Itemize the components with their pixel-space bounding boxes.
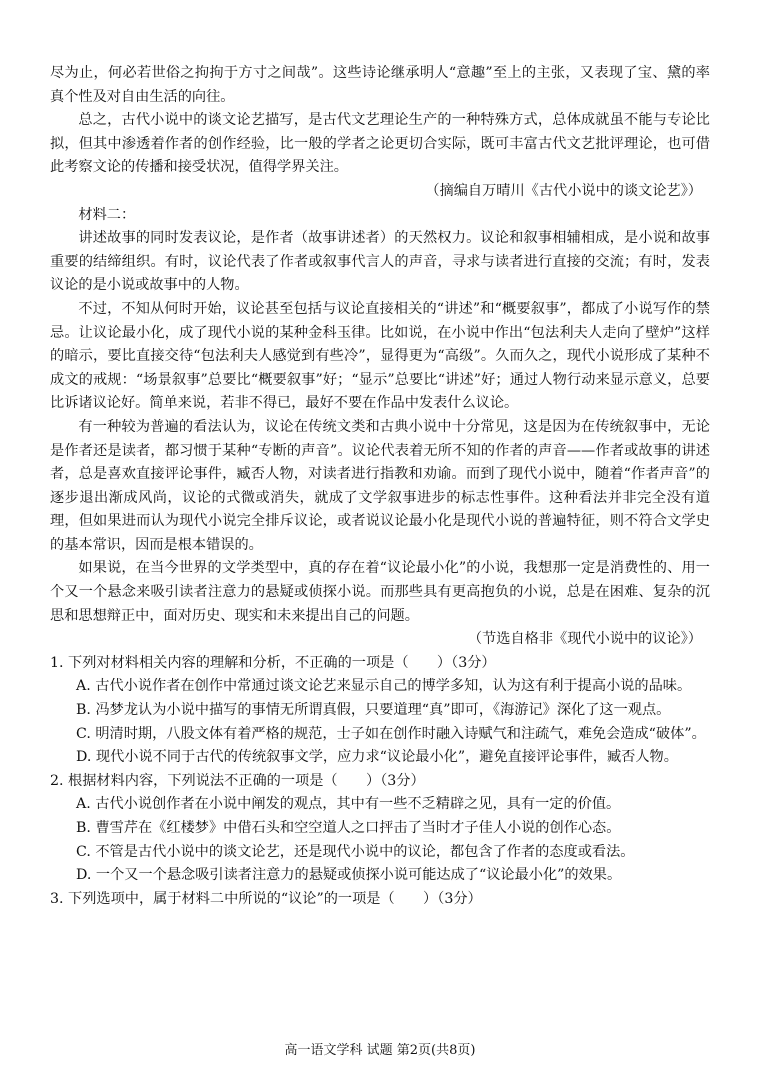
material-2-label: 材料二： [78, 206, 136, 223]
source-citation-2: （节选自格非《现代小说中的议论》） [467, 631, 702, 648]
option-b: B. 曹雪芹在《红楼梦》中借石头和空空道人之口抨击了当时才子佳人小说的创作心态。 [76, 820, 621, 836]
question-stem: 2. 根据材料内容，下列说法不正确的一项是（ ）（3分） [50, 772, 425, 789]
option-c: C. 明清时期，八股文体有着严格的规范，士子如在创作时融入诗赋气和注疏气，难免会造成“破体”。 [76, 725, 706, 742]
material-2-paragraph-1: 讲述故事的同时发表议论，是作者（故事讲述者）的天然权力。议论和叙事相辅相成，是小说和故事重要的结缔组织。有时，议论代表了作者或叙事代言人的声音，寻求与读者进行直接的交流；有时，发表议论的是小说或故事中的人物。 [50, 230, 710, 294]
option-a: A. 古代小说创作者在小说中阐发的观点，其中有一些不乏精辟之见，具有一定的价值。 [76, 796, 621, 813]
question-2 [50, 770, 710, 888]
material-2-paragraph-2: 不过，不知从何时开始，议论甚至包括与议论直接相关的“讲述”和“概要叙事”，都成了小说写作的禁忌。让议论最小化，成了现代小说的某种金科玉律。比如说，在小说中作出“包法利夫人走向了壁炉”这样的暗示，要比直接交待“包法利夫人感觉到有些冷”，显得更为“高级”。久而久之，现代小说形成了某种不成文的戒规：“场景叙事”总要比“概要叙事”好；“显示”总要比“讲述”好；通过人物行动来显示意义，总要比诉诸议论好。简单来说，若非不得已，最好不要在作品中发表什么议论。 [50, 300, 710, 412]
question-1 [50, 652, 710, 770]
paragraph-summary: 总之，古代小说中的谈文论艺描写，是古代文艺理论生产的一种特殊方式，总体成就虽不能与专论比拟，但其中渗透着作者的创作经验，比一般的学者之论更切合实际，既可丰富古代文艺批评理论，也可借此考察文论的传播和接受状况，值得学界关注。 [50, 112, 710, 176]
page-footer: 高一语文学科 试题 第2页(共8页) [284, 1043, 476, 1058]
question-stem: 3. 下列选项中，属于材料二中所说的“议论”的一项是（ ）（3分） [50, 890, 482, 907]
material-2-paragraph-4: 如果说，在当今世界的文学类型中，真的存在着“议论最小化”的小说，我想那一定是消费性的、用一个又一个悬念来吸引读者注意力的悬疑或侦探小说。而那些具有更高抱负的小说，总是在困难、复杂的沉思和思想辩正中，面对历史、现实和未来提出自己的问题。 [50, 560, 710, 624]
option-c: C. 不管是古代小说中的谈文论艺，还是现代小说中的议论，都包含了作者的态度或看法。 [76, 843, 635, 860]
question-3 [50, 888, 710, 912]
option-b: B. 冯梦龙认为小说中描写的事情无所谓真假，只要道理“真”即可，《海游记》深化了这一观点。 [76, 702, 671, 719]
option-a: A. 古代小说作者在创作中常通过谈文论艺来显示自己的博学多知，认为这有利于提高小说的品味。 [76, 678, 692, 695]
paragraph-continued: 尽为止，何必若世俗之拘拘于方寸之间哉”。这些诗论继承明人“意趣”至上的主张，又表现了宝、黛的率真个性及对自由生活的向往。 [50, 65, 710, 105]
source-citation-1: （摘编自万晴川《古代小说中的谈文论艺》） [425, 182, 702, 199]
material-2-paragraph-3: 有一种较为普遍的看法认为，议论在传统文类和古典小说中十分常见，这是因为在传统叙事中，无论是作者还是读者，都习惯于某种“专断的声音”。议论代表着无所不知的作者的声音——作者或故事的讲述者，总是喜欢直接评论事件，臧否人物，对读者进行指教和劝谕。而到了现代小说中，随着“作者声音”的逐步退出渐成风尚，议论的式微或消失，就成了文学叙事进步的标志性事件。这种看法并非完全没有道理，但如果进而认为现代小说完全排斥议论，或者说议论最小化是现代小说的普遍特征，则不符合文学史的基本常识，因而是根本错误的。 [50, 418, 710, 553]
question-stem: 1. 下列对材料相关内容的理解和分析，不正确的一项是（ ）（3分） [50, 654, 496, 671]
option-d: D. 现代小说不同于古代的传统叙事文学，应力求“议论最小化”，避免直接评论事件，臧否人物。 [76, 749, 678, 766]
option-d: D. 一个又一个悬念吸引读者注意力的悬疑或侦探小说可能达成了“议论最小化”的效果。 [76, 867, 622, 884]
